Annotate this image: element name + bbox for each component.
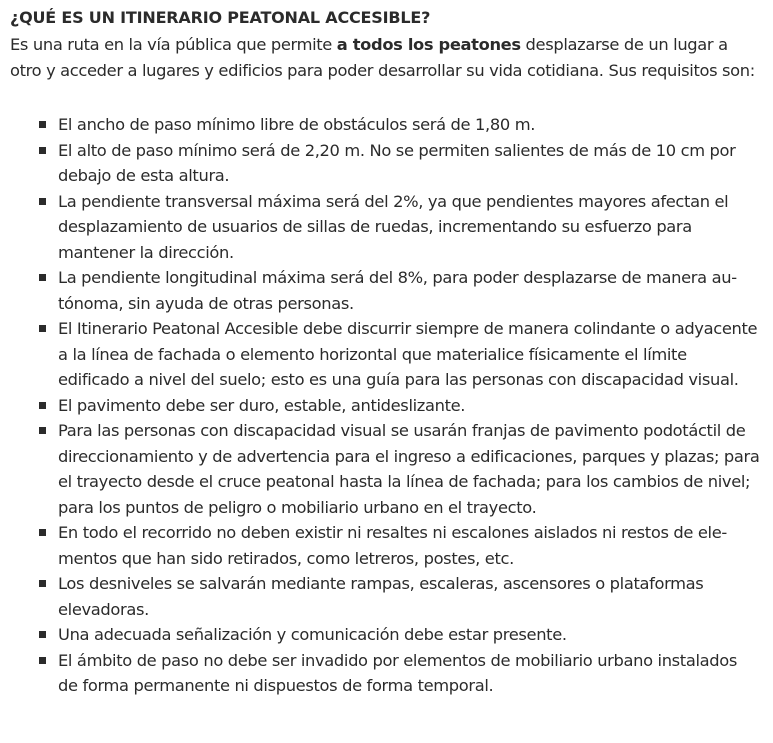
square-bullet-icon [39,147,46,154]
list-item-text: La pendiente longitudinal máxima será del 8%, para poder desplazarse de manera autónoma, sin ayuda de otras personas. [58,268,738,313]
list-item-text: En todo el recorrido no deben existir ni resaltes ni escalones aislados ni restos de elementos que han sido retirados, como letreros, postes, etc. [58,523,728,568]
list-item-text: Para las personas con discapacidad visual se usarán franjas de pavimento podotáctil de direccionamiento y de advertencia para el ingreso a edificaciones, parques y plazas; para el trayecto desde el cruce peatonal hasta la línea de fachada; para los cambios de nivel; para los puntos de peligro o mobiliario urbano en el trayecto. [58,421,760,517]
list-item-text: Una adecuada señalización y comunicación debe estar presente. [58,625,567,644]
list-item [10,316,761,393]
square-bullet-icon [39,325,46,332]
list-item [10,393,761,419]
square-bullet-icon [39,274,46,281]
list-item [10,112,761,138]
square-bullet-icon [39,631,46,638]
list-item [10,648,761,699]
intro-text-start: Es una ruta en la vía pública que permite [10,35,337,54]
intro-bold-text: a todos los peatones [336,35,521,54]
list-item [10,138,761,189]
list-item [10,622,761,648]
list-item-text: La pendiente transversal máxima será del 2%, ya que pendientes mayores afectan el desplazamiento de usuarios de sillas de ruedas, incrementando su esfuerzo para mantener la dirección. [58,191,729,262]
square-bullet-icon [39,529,46,536]
square-bullet-icon [39,121,46,128]
section-heading: ¿QUÉ ES UN ITINERARIO PEATONAL ACCESIBLE? [10,8,431,27]
square-bullet-icon [39,198,46,205]
list-item-text: Los desniveles se salvarán mediante rampas, escaleras, ascensores o plataformas elevadoras. [58,574,704,619]
list-item-text: El Itinerario Peatonal Accesible debe discurrir siempre de manera colindante o adyacente a la línea de fachada o elemento horizontal que materialice físicamente el límite edificado a nivel del suelo; esto es una guía para las personas con discapacidad visual. [58,319,758,389]
square-bullet-icon [39,657,46,664]
list-item-text: El ámbito de paso no debe ser invadido por elementos de mobiliario urbano instalados de forma permanente ni dispuestos de forma temporal. [58,650,737,695]
list-item-text: El ancho de paso mínimo libre de obstáculos será de 1,80 m. [58,115,536,134]
list-item [10,189,761,266]
intro-text-end: desplazarse de un lugar a otro y acceder a lugares y edificios para poder desarrollar su vida cotidiana. Sus requisitos son: [10,35,755,80]
list-item [10,571,761,622]
square-bullet-icon [39,427,46,434]
square-bullet-icon [39,402,46,409]
list-item [10,418,761,520]
list-item-text: El pavimento debe ser duro, estable, antideslizante. [58,395,466,415]
list-item [10,520,761,571]
list-item [10,265,761,316]
square-bullet-icon [39,580,46,587]
list-item-text: El alto de paso mínimo será de 2,20 m. No se permiten salientes de más de 10 cm por debajo de esta altura. [58,140,736,185]
intro-paragraph [10,32,761,84]
requirements-list [10,112,761,699]
